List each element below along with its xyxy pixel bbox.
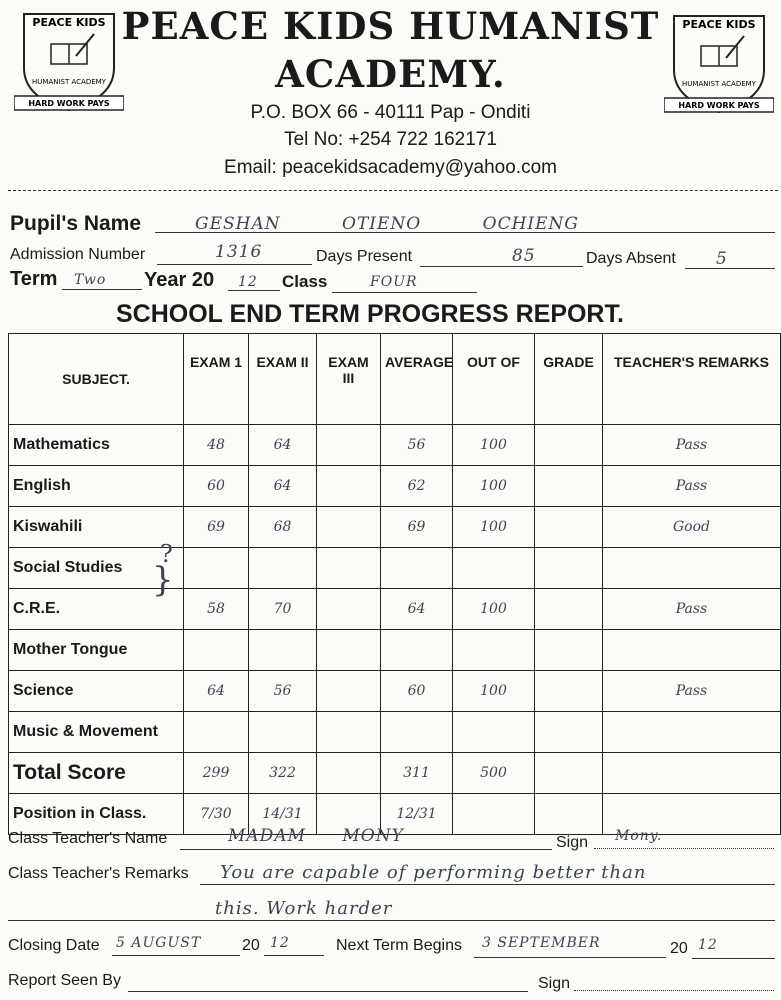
parent-sign-line [574,990,774,991]
exam3-cell [317,589,381,630]
subject-cell: Mathematics [9,425,184,466]
out-of-cell [453,630,535,671]
exam3-cell [317,507,381,548]
remarks-text-1: You are capable of performing better than [220,862,647,883]
remarks-line-1 [200,884,775,885]
days-absent-label: Days Absent [586,250,676,267]
header-subject: SUBJECT. [9,334,184,425]
subject-cell: Total Score [9,753,184,794]
exam2-cell: 68 [249,507,317,548]
svg-text:HARD WORK PAYS: HARD WORK PAYS [678,101,760,110]
subject-cell: Science [9,671,184,712]
exam2-cell: 64 [249,425,317,466]
svg-text:PEACE KIDS: PEACE KIDS [32,16,106,29]
table-row [9,548,781,589]
exam3-cell [317,548,381,589]
exam3-cell [317,753,381,794]
report-seen-by-label: Report Seen By [8,972,121,989]
exam2-cell: 56 [249,671,317,712]
teacher-sign-value: Mony. [615,828,663,844]
term-value: Two [74,272,107,288]
days-absent-value: 5 [716,249,728,269]
pupil-name-label: Pupil's Name [10,212,142,235]
parent-sign-label: Sign [538,975,571,992]
class-value: FOUR [370,274,418,290]
header-grade: GRADE [535,334,603,425]
teacher-sign-line [594,848,774,849]
pupil-name-value: GESHAN OTIENO OCHIENG [195,214,579,234]
class-line [332,292,477,293]
days-present-line [420,266,583,267]
term-line [62,289,142,290]
school-address: P.O. BOX 66 - 40111 Pap - Onditi [250,102,531,123]
subject-cell: C.R.E. [9,589,184,630]
next-year-label: 20 [670,940,688,957]
school-name-line2: ACADEMY. [275,52,506,96]
subject-cell: Music & Movement [9,712,184,753]
out-of-cell: 100 [453,466,535,507]
remarks-text-2: this. Work harder [215,898,393,919]
header-divider [8,190,778,191]
remark-cell [603,712,781,753]
class-teacher-name-label: Class Teacher's Name [8,830,168,847]
class-teacher-name-line [180,849,552,850]
table-row [9,753,781,794]
average-cell [381,630,453,671]
remark-cell: Pass [603,425,781,466]
grade-cell [535,794,603,835]
days-present-value: 85 [512,246,536,266]
exam1-cell: 58 [184,589,249,630]
exam2-cell: 64 [249,466,317,507]
grade-cell [535,589,603,630]
closing-year-value: 12 [270,935,290,951]
grade-cell [535,712,603,753]
svg-text:HUMANIST ACADEMY: HUMANIST ACADEMY [682,80,756,88]
average-cell: 12/31 [381,794,453,835]
table-row [9,712,781,753]
header-exam2: EXAM II [249,334,317,425]
grade-cell [535,425,603,466]
closing-year-label: 20 [242,937,260,954]
exam2-cell [249,712,317,753]
remarks-line-2 [8,920,775,921]
exam1-cell: 64 [184,671,249,712]
svg-text:HARD WORK PAYS: HARD WORK PAYS [28,99,110,108]
grade-cell [535,466,603,507]
average-cell [381,548,453,589]
report-title: SCHOOL END TERM PROGRESS REPORT. [116,300,624,328]
grade-cell [535,671,603,712]
next-term-value: 3 SEPTEMBER [482,935,601,951]
table-row [9,671,781,712]
exam2-cell: 14/31 [249,794,317,835]
admission-number-value: 1316 [215,242,263,262]
header-remarks: TEACHER'S REMARKS [603,334,781,425]
subject-cell: Mother Tongue [9,630,184,671]
report-seen-by-line [128,991,528,992]
bracket-annotation: } [152,560,175,600]
school-telephone: Tel No: +254 722 162171 [284,129,497,150]
table-header-row [9,334,781,425]
average-cell: 311 [381,753,453,794]
closing-year-line [264,955,324,956]
exam1-cell [184,548,249,589]
exam3-cell [317,466,381,507]
school-email: Email: peacekidsacademy@yahoo.com [224,157,557,178]
subject-cell: Social Studies [9,548,184,589]
subject-cell: Kiswahili [9,507,184,548]
average-cell: 69 [381,507,453,548]
days-absent-line [685,268,775,269]
teacher-sign-label: Sign [556,834,589,851]
grade-cell [535,548,603,589]
table-row [9,630,781,671]
subject-cell: English [9,466,184,507]
exam3-cell [317,630,381,671]
year-value: 12 [238,274,258,290]
remark-cell [603,548,781,589]
class-label: Class [282,272,328,291]
remark-cell [603,630,781,671]
question-mark-annotation: ? [160,540,174,568]
average-cell: 60 [381,671,453,712]
remark-cell: Good [603,507,781,548]
exam3-cell [317,425,381,466]
class-teacher-remarks-label: Class Teacher's Remarks [8,865,189,882]
out-of-cell [453,548,535,589]
average-cell: 56 [381,425,453,466]
closing-date-label: Closing Date [8,937,100,954]
average-cell [381,712,453,753]
exam1-cell: 48 [184,425,249,466]
out-of-cell: 100 [453,507,535,548]
out-of-cell: 100 [453,589,535,630]
out-of-cell: 100 [453,425,535,466]
out-of-cell [453,712,535,753]
table-row [9,507,781,548]
exam2-cell [249,630,317,671]
class-teacher-name-value: MADAM MONY [228,826,404,846]
table-row [9,466,781,507]
exam3-cell [317,712,381,753]
svg-text:HUMANIST ACADEMY: HUMANIST ACADEMY [32,78,106,86]
remark-cell [603,753,781,794]
exam1-cell: 60 [184,466,249,507]
next-year-line [692,958,775,959]
out-of-cell [453,794,535,835]
exam2-cell: 322 [249,753,317,794]
exam1-cell: 7/30 [184,794,249,835]
exam2-cell: 70 [249,589,317,630]
exam3-cell [317,671,381,712]
header-exam1: EXAM 1 [184,334,249,425]
grade-cell [535,630,603,671]
table-row [9,425,781,466]
exam2-cell [249,548,317,589]
school-name-line1: PEACE KIDS HUMANIST [121,4,660,48]
remark-cell: Pass [603,671,781,712]
next-term-line [474,957,666,958]
year-label: Year 20 [144,269,215,291]
closing-date-line [112,955,240,956]
exam1-cell [184,630,249,671]
svg-text:PEACE KIDS: PEACE KIDS [682,18,756,31]
average-cell: 62 [381,466,453,507]
next-year-value: 12 [698,937,718,953]
header-out-of: OUT OF [453,334,535,425]
term-label: Term [10,268,58,290]
results-table [8,333,781,835]
out-of-cell: 500 [453,753,535,794]
header-exam3: EXAM III [317,334,381,425]
closing-date-value: 5 AUGUST [116,935,202,951]
subject-cell: Position in Class. [9,794,184,835]
out-of-cell: 100 [453,671,535,712]
exam1-cell: 299 [184,753,249,794]
average-cell: 64 [381,589,453,630]
exam1-cell: 69 [184,507,249,548]
table-row [9,589,781,630]
year-line [228,290,280,291]
grade-cell [535,507,603,548]
remark-cell: Pass [603,589,781,630]
next-term-label: Next Term Begins [336,937,462,954]
grade-cell [535,753,603,794]
admission-number-label: Admission Number [10,246,146,263]
exam1-cell [184,712,249,753]
remark-cell: Pass [603,466,781,507]
admission-number-line [157,264,312,265]
days-present-label: Days Present [316,248,413,265]
header-average: AVERAGE [381,334,453,425]
